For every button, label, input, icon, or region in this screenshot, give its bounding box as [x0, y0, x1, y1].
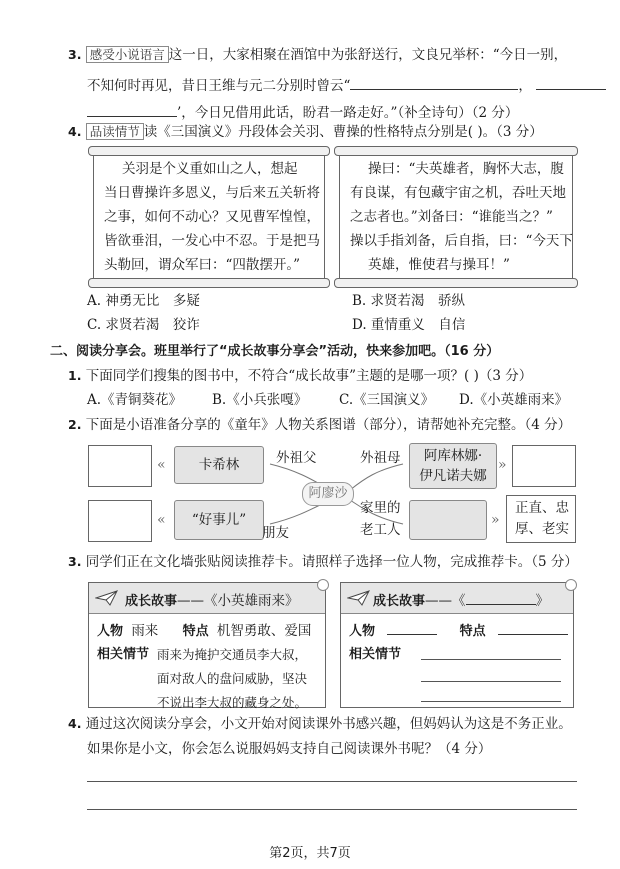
person-label: 人物 — [97, 624, 124, 639]
p2-q3-text: 同学们正在文化墙张贴阅读推荐卡。请照样子选择一位人物，完成推荐卡。（5 分） — [85, 554, 578, 570]
q4-answer-line-2[interactable] — [87, 809, 577, 810]
p2-q1-text: 下面同学们搜集的图书中，不符合“成长故事”主题的是哪一项？( )（3 分） — [85, 368, 533, 384]
paper-plane-icon — [95, 589, 119, 607]
card2-person-blank[interactable] — [387, 619, 437, 635]
p2-q1-option-b[interactable]: B.《小兵张嘎》 — [212, 392, 308, 408]
card2-trait-label: 特点 — [459, 624, 486, 639]
center-node-label: 阿廖沙 — [308, 486, 348, 501]
guanyu-line-4: 皆欲垂泪，一发心中不忍。于是把马 — [104, 233, 320, 249]
answer-box-top-left[interactable] — [88, 445, 152, 487]
q3-text1: 这一日，大家相聚在酒馆中为张舒送行，文良兄举杯：“今日一别， — [168, 47, 568, 63]
answer-box-top-right[interactable] — [512, 445, 576, 487]
plot-label — [97, 643, 149, 662]
guanyu-line-1: 关羽是个义重如山之人，想起 — [122, 161, 298, 177]
caocao-line-3: 之志者也。”刘备曰：“谁能当之？” — [350, 209, 553, 225]
p2-q4-line1 — [68, 714, 572, 734]
q3-text3: ’，今日兄借用此话，盼君一路走好。”（补全诗句）（2 分） — [177, 105, 519, 121]
chevron-right-icon: » — [491, 512, 500, 528]
node-kaxilin-label: 卡希林 — [198, 457, 240, 473]
guanyu-line-3: 之事，如何不动心？又见曹军惶惶， — [104, 209, 320, 225]
plot-line3: 不说出李大叔的藏身之处。 — [157, 695, 308, 710]
scroll-rod-top — [334, 146, 578, 156]
card-title-row — [125, 589, 299, 609]
q3-blank-1[interactable] — [350, 74, 518, 90]
p2-q1-option-a[interactable]: A.《青铜葵花》 — [87, 392, 183, 408]
scroll-rod-bottom — [334, 278, 578, 288]
chevron-right-icon: » — [498, 457, 507, 473]
q4-option-a[interactable]: A. 神勇无比 多疑 — [87, 293, 200, 309]
node-haoshier-label: “好事儿” — [191, 512, 247, 528]
card2-book-close: 》 — [535, 593, 550, 609]
q3-tag: 感受小说语言 — [86, 46, 169, 63]
card2-plot-label-text: 相关情节 — [349, 647, 402, 662]
answer-box-bottom-left[interactable] — [88, 500, 152, 542]
recommend-card-blank — [340, 582, 574, 708]
q4-option-d[interactable]: D. 重情重义 自信 — [352, 317, 466, 333]
label-waizufu: 外祖父 — [276, 450, 317, 466]
page-footer: 第2页，共7页 — [269, 846, 351, 861]
q4-text: 读《三国演义》丹段体会关羽、曹操的性格特点分别是( )。（3 分） — [143, 124, 543, 140]
traits-line2: 厚、老实 — [515, 521, 569, 537]
node-akulina-line1: 阿库林娜· — [423, 448, 483, 464]
node-kaxilin — [174, 446, 264, 484]
traits-line1: 正直、忠 — [515, 500, 569, 516]
label-jiali-line2: 老工人 — [360, 522, 401, 538]
card-corner-curl — [317, 579, 329, 591]
caocao-line-1: 操曰：“夫英雄者，胸怀大志，腹 — [368, 161, 564, 177]
label-waizumu: 外祖母 — [360, 450, 401, 466]
card2-person-label: 人物 — [349, 624, 376, 639]
node-haoshier — [174, 500, 264, 540]
card2-book-open: ——《 — [425, 593, 466, 609]
q3-comma: ， — [518, 78, 532, 94]
caocao-line-5: 英雄，惟使君与操耳！” — [368, 257, 510, 273]
p2-q1-number: 1. — [68, 368, 82, 383]
card2-title-row — [373, 589, 549, 609]
q4-line — [68, 122, 543, 142]
paper-plane-icon — [347, 589, 371, 607]
guanyu-line-5: 头勒回，谓众军曰：“四散摆开。” — [104, 257, 301, 273]
q4-answer-line-1[interactable] — [87, 781, 577, 782]
card-title: 成长故事 — [125, 594, 178, 609]
p2-q3-line — [68, 552, 578, 572]
q3-blank-2[interactable] — [536, 74, 606, 90]
q3-text2: 不知何时再见，昔日王维与元二分别时曾云“ — [87, 78, 351, 94]
chevron-left-icon: « — [157, 457, 166, 473]
q4-number: 4. — [68, 124, 82, 139]
p2-q4-number: 4. — [68, 716, 82, 731]
label-pengyou: 朋友 — [262, 525, 289, 541]
label-jiali-line1: 家里的 — [360, 500, 401, 516]
recommend-card-example — [88, 582, 326, 708]
center-node-alyosha — [302, 482, 354, 506]
part2-heading: 二、阅读分享会。班里举行了“成长故事分享会”活动，快来参加吧。（16 分） — [50, 344, 500, 359]
q3-line2 — [87, 74, 606, 96]
guanyu-scroll — [93, 150, 325, 284]
p2-q2-text: 下面是小语准备分享的《童年》人物关系图谱（部分），请帮她补充完整。（4 分） — [85, 417, 572, 433]
p2-q2-line — [68, 415, 571, 435]
card2-book-blank[interactable] — [466, 589, 536, 605]
p2-q1-option-c[interactable]: C.《三国演义》 — [339, 392, 435, 408]
guanyu-line-2: 当日曹操许多恩义，与后来五关斩将 — [104, 185, 320, 201]
trait-label: 特点 — [182, 624, 209, 639]
chevron-left-icon: « — [157, 512, 166, 528]
p2-q1-line — [68, 366, 532, 386]
card2-plot-blank-2[interactable] — [421, 681, 561, 682]
plot-label-text: 相关情节 — [97, 647, 150, 662]
card2-title: 成长故事 — [373, 594, 426, 609]
q3-line3 — [87, 101, 518, 123]
p2-q2-number: 2. — [68, 417, 82, 432]
card-book: ——《小英雄雨来》 — [177, 593, 299, 609]
card-corner-curl — [565, 579, 577, 591]
node-akulina-line2: 伊凡诺夫娜 — [419, 468, 487, 484]
caocao-scroll — [339, 150, 573, 284]
plot-line2: 面对敌人的盘问威胁，坚决 — [157, 671, 308, 686]
q3-line1 — [68, 45, 567, 65]
p2-q3-number: 3. — [68, 554, 82, 569]
label-jiali — [360, 497, 401, 541]
scroll-rod-bottom — [88, 278, 330, 288]
p2-q1-option-d[interactable]: D.《小英雄雨来》 — [459, 392, 569, 408]
caocao-line-4: 操以手指刘备，后自指，曰：“今天下 — [350, 233, 573, 249]
card2-person-row — [349, 619, 568, 639]
link-waizumu — [350, 464, 403, 490]
q4-tag: 品读情节 — [86, 123, 144, 140]
plot-line1: 雨来为掩护交通员李大叔， — [157, 647, 308, 662]
node-akulina — [409, 443, 497, 489]
card2-trait-blank[interactable] — [498, 619, 568, 635]
person-value: 雨来 — [131, 623, 159, 639]
q3-blank-3[interactable] — [87, 101, 177, 117]
traits-box — [506, 495, 576, 543]
scroll-rod-top — [88, 146, 330, 156]
trait-value: 机智勇敢、爱国 — [216, 623, 312, 639]
card2-plot-blank-3[interactable] — [421, 701, 561, 702]
card2-plot-label — [349, 643, 401, 662]
q3-number: 3. — [68, 47, 82, 62]
q4-option-c[interactable]: C. 求贤若渴 狡诈 — [87, 317, 200, 333]
p2-q4-line2: 如果你是小文，你会怎么说服妈妈支持自己阅读课外书呢？（4 分） — [87, 741, 492, 757]
card2-plot-blank-1[interactable] — [421, 659, 561, 660]
plot-text — [157, 643, 307, 715]
caocao-line-2: 有良谋，有包藏宇宙之机，吞吐天地 — [350, 185, 566, 201]
card-person-row — [97, 619, 311, 639]
p2-q4-text1: 通过这次阅读分享会，小文开始对阅读课外书感兴趣，但妈妈认为这是不务正业。 — [85, 716, 572, 732]
answer-node-gongren[interactable] — [409, 500, 487, 540]
q4-option-b[interactable]: B. 求贤若渴 骄纵 — [352, 293, 466, 309]
